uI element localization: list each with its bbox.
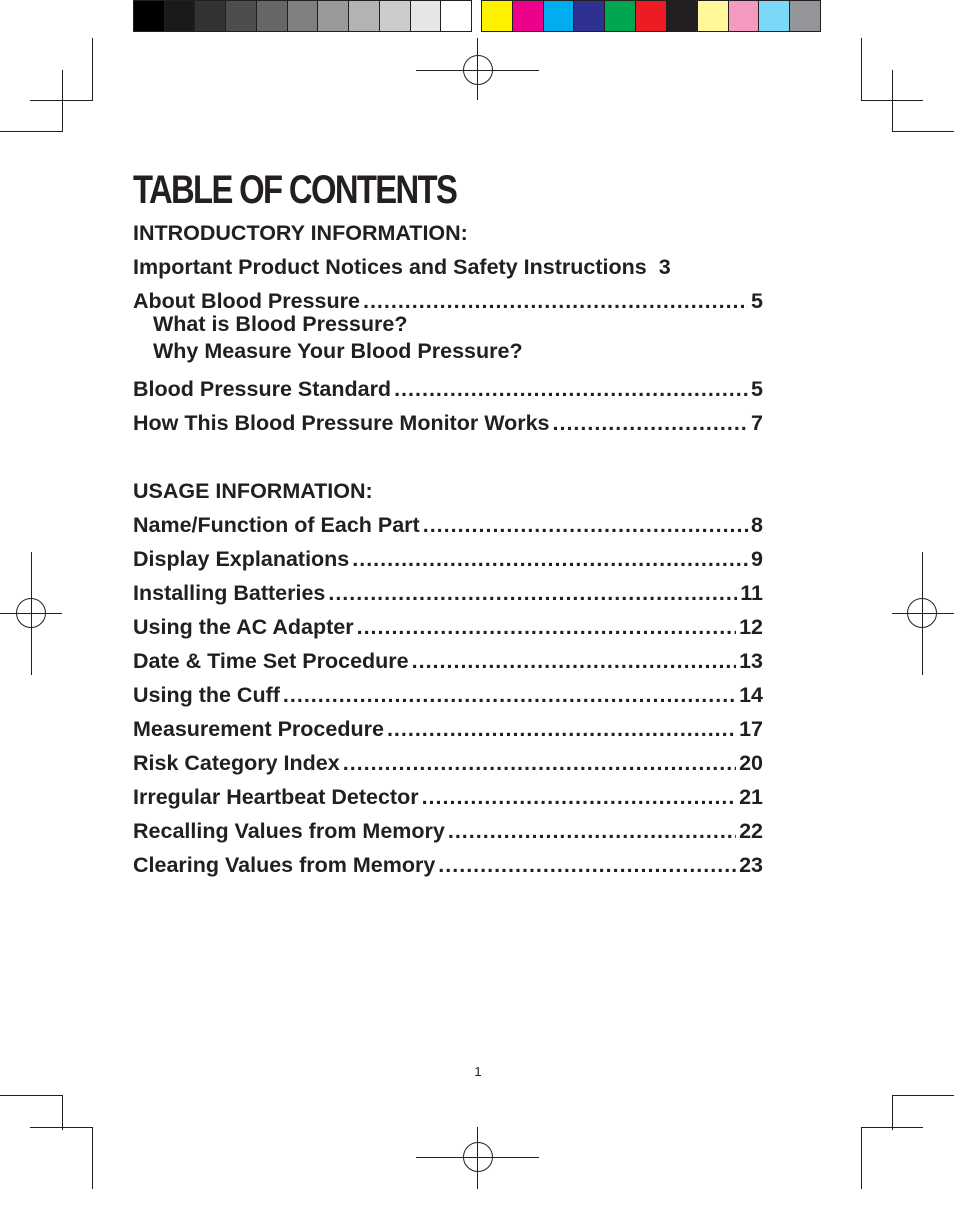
toc-entry <box>133 644 763 678</box>
page-title: TABLE OF CONTENTS <box>133 168 457 212</box>
toc-entry-label: Name/Function of Each Part <box>133 513 420 537</box>
toc-entry-page: 13 <box>739 649 763 673</box>
grayscale-swatch <box>349 1 380 31</box>
toc-entry-page: 11 <box>740 581 763 605</box>
toc-entry <box>133 814 763 848</box>
toc-entry-page: 3 <box>658 255 671 279</box>
leader-dots <box>422 780 737 814</box>
toc-subentry: What is Blood Pressure? <box>153 312 408 336</box>
leader-dots <box>423 508 748 542</box>
crop-mark <box>0 131 63 132</box>
process-color-swatch <box>482 1 513 31</box>
leader-dots <box>283 678 736 712</box>
grayscale-swatch <box>195 1 226 31</box>
grayscale-swatch <box>411 1 442 31</box>
table-of-contents <box>133 168 763 882</box>
grayscale-swatch <box>165 1 196 31</box>
section-heading-introductory: INTRODUCTORY INFORMATION: <box>133 221 468 245</box>
leader-dots <box>438 848 736 882</box>
toc-entry-page: 9 <box>751 547 763 571</box>
toc-entry-label: Measurement Procedure <box>133 717 384 741</box>
crop-mark <box>861 1127 923 1128</box>
grayscale-color-bar <box>133 0 472 32</box>
process-color-swatch <box>636 1 667 31</box>
toc-entry-page: 12 <box>739 615 763 639</box>
toc-entry-page: 17 <box>739 717 763 741</box>
toc-entry-page: 21 <box>739 785 763 809</box>
toc-entry-page: 8 <box>751 513 763 537</box>
grayscale-swatch <box>134 1 165 31</box>
toc-entry <box>133 610 763 644</box>
toc-entry-page: 5 <box>751 377 763 401</box>
toc-entry-label: Irregular Heartbeat Detector <box>133 785 419 809</box>
leader-dots <box>357 610 736 644</box>
section-spacer <box>133 440 763 474</box>
process-color-swatch <box>790 1 820 31</box>
toc-entry-label: Risk Category Index <box>133 751 340 775</box>
crop-mark <box>62 70 63 132</box>
process-color-swatch <box>667 1 698 31</box>
toc-entry-label: Date & Time Set Procedure <box>133 649 409 673</box>
grayscale-swatch <box>318 1 349 31</box>
leader-dots <box>352 542 748 576</box>
leader-dots <box>343 746 736 780</box>
crop-mark <box>92 38 93 100</box>
grayscale-swatch <box>288 1 319 31</box>
process-color-swatch <box>544 1 575 31</box>
toc-entry-page: 23 <box>739 853 763 877</box>
grayscale-swatch <box>257 1 288 31</box>
leader-dots <box>448 814 736 848</box>
grayscale-swatch <box>441 1 471 31</box>
toc-entry-page: 5 <box>751 289 763 313</box>
crop-mark <box>892 1095 954 1096</box>
process-color-bar <box>481 0 821 32</box>
crop-mark <box>892 131 954 132</box>
toc-entry <box>133 848 763 882</box>
toc-entry-label: Clearing Values from Memory <box>133 853 436 877</box>
toc-entry <box>133 780 763 814</box>
toc-entry <box>133 250 763 284</box>
toc-entry-page: 22 <box>739 819 763 843</box>
leader-dots <box>387 712 736 746</box>
crop-mark <box>0 1095 63 1096</box>
leader-dots <box>394 372 748 406</box>
toc-entry-label: Important Product Notices and Safety Instructions <box>133 255 647 279</box>
crop-mark <box>62 1095 63 1130</box>
toc-entry-page: 7 <box>751 411 763 435</box>
process-color-swatch <box>698 1 729 31</box>
toc-entry <box>133 372 763 406</box>
process-color-swatch <box>759 1 790 31</box>
toc-entry-page: 20 <box>739 751 763 775</box>
usage-entries <box>133 508 763 882</box>
toc-entry-label: Blood Pressure Standard <box>133 377 392 401</box>
toc-entry <box>133 712 763 746</box>
crop-mark <box>892 70 893 132</box>
toc-entry-label: How This Blood Pressure Monitor Works <box>133 411 550 435</box>
process-color-swatch <box>605 1 636 31</box>
toc-entry-label: Using the Cuff <box>133 683 280 707</box>
toc-entry <box>133 508 763 542</box>
section-heading-usage: USAGE INFORMATION: <box>133 479 373 503</box>
toc-entry-label: Recalling Values from Memory <box>133 819 445 843</box>
leader-dots <box>328 576 737 610</box>
toc-entry <box>133 678 763 712</box>
page-number: 1 <box>474 1064 482 1079</box>
crop-mark <box>861 1127 862 1189</box>
leader-dots <box>363 284 748 318</box>
toc-entry <box>133 406 763 440</box>
crop-mark <box>30 1127 93 1128</box>
crop-mark <box>861 38 862 100</box>
toc-entry-label: Using the AC Adapter <box>133 615 354 639</box>
process-color-swatch <box>574 1 605 31</box>
leader-dots <box>412 644 736 678</box>
toc-entry-page: 14 <box>739 683 763 707</box>
toc-entry <box>133 542 763 576</box>
process-color-swatch <box>513 1 544 31</box>
toc-subentry: Why Measure Your Blood Pressure? <box>153 339 523 363</box>
toc-entry-label: Display Explanations <box>133 547 350 571</box>
grayscale-swatch <box>380 1 411 31</box>
leader-dots <box>553 406 749 440</box>
grayscale-swatch <box>226 1 257 31</box>
toc-entry-label: About Blood Pressure <box>133 289 360 313</box>
process-color-swatch <box>729 1 760 31</box>
toc-entry-label: Installing Batteries <box>133 581 326 605</box>
crop-mark <box>892 1095 893 1130</box>
toc-entry <box>133 576 763 610</box>
crop-mark <box>92 1127 93 1189</box>
toc-entry <box>133 746 763 780</box>
